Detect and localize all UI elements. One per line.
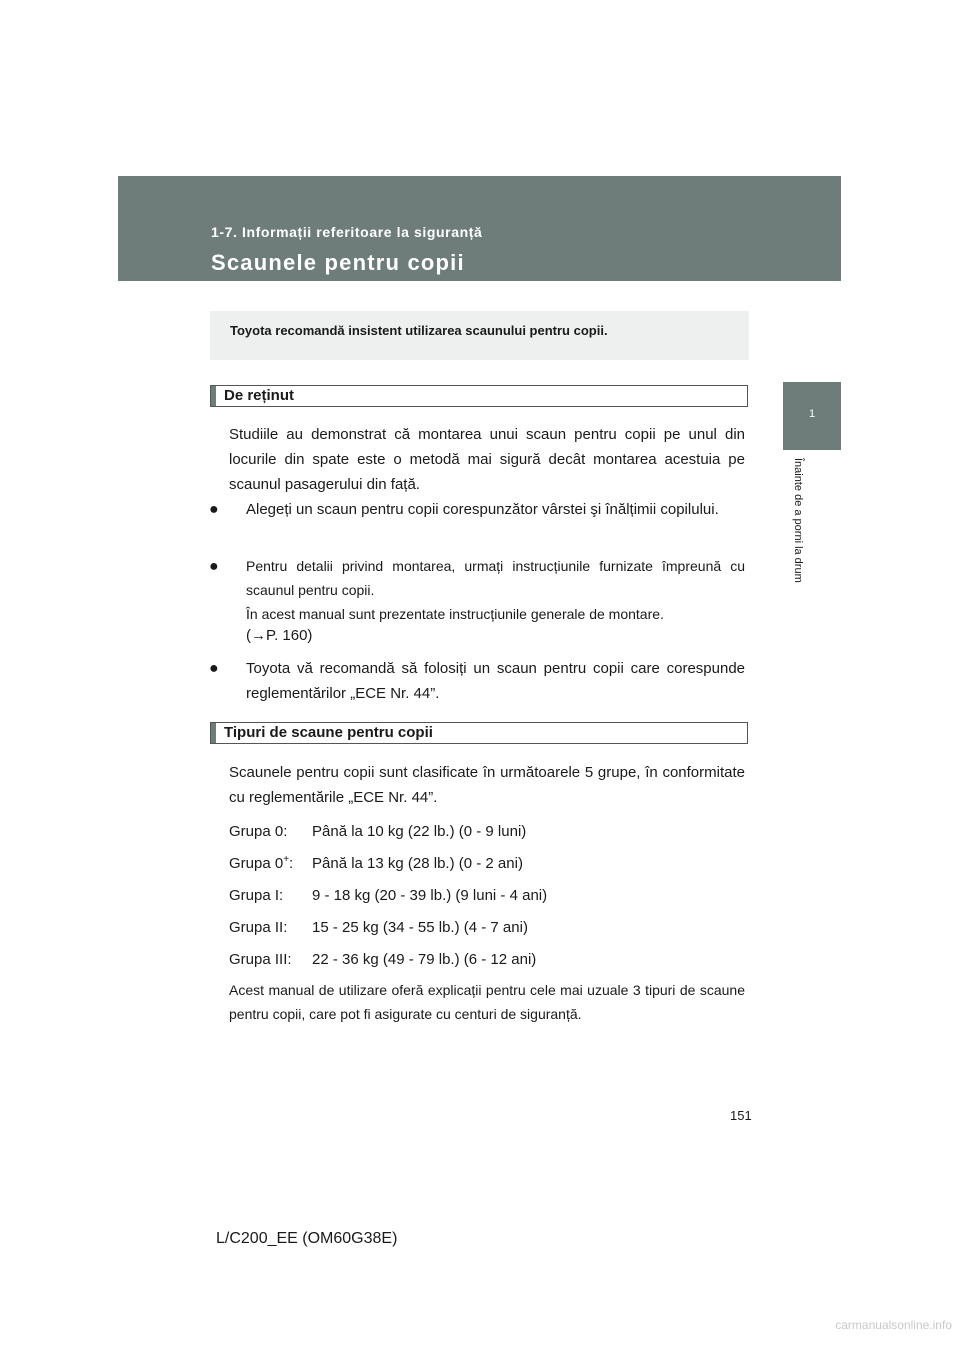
intro-paragraph: Studiile au demonstrat că montarea unui scaun pentru copii pe unul din locurile din spate este o metodă mai sigură decât montarea acestuia pe scaunul pasagerului din față. (229, 426, 745, 493)
document-code: L/C200_EE (OM60G38E) (216, 1230, 398, 1247)
page-title: Scaunele pentru copii (211, 250, 465, 275)
bullet-icon: ● (209, 660, 219, 677)
subheading-text: Tipuri de scaune pentru copii (224, 724, 433, 741)
group-row (229, 850, 523, 874)
group-value: 15 - 25 kg (34 - 55 lb.) (4 - 7 ani) (312, 919, 528, 936)
watermark: carmanualsonline.info (835, 1318, 952, 1332)
group-value: Până la 13 kg (28 lb.) (0 - 2 ani) (312, 855, 523, 872)
group-label: Grupa I: (229, 887, 284, 904)
bullet-item (209, 656, 745, 706)
page-reference-text: (→P. 160) (246, 627, 313, 644)
group-row (229, 914, 528, 938)
note-box (210, 311, 749, 360)
groups-intro-paragraph: Scaunele pentru copii sunt clasificate în următoarele 5 grupe, în conformitate cu reglementările „ECE Nr. 44”. (229, 764, 745, 806)
note-text: Toyota recomandă insistent utilizarea scaunului pentru copii. (230, 323, 608, 338)
footer-paragraph: Acest manual de utilizare oferă explicații pentru cele mai uzuale 3 tipuri de scaune pentru copii, care pot fi asigurate cu centuri de siguranță. (229, 982, 745, 1022)
group-value: 22 - 36 kg (49 - 79 lb.) (6 - 12 ani) (312, 951, 537, 968)
section-label: 1-7. Informații referitoare la siguranță (211, 224, 483, 240)
bullet-text: Alegeți un scaun pentru copii corespunzător vârstei şi înălțimii copilului. (246, 501, 719, 518)
bullet-text: Toyota vă recomandă să folosiți un scaun pentru copii care corespunde reglementărilor „ECE Nr. 44”. (246, 660, 745, 702)
group-value: Până la 10 kg (22 lb.) (0 - 9 luni) (312, 823, 527, 840)
group-row (229, 946, 536, 970)
bullet-text: În acest manual sunt prezentate instrucțiunile generale de montare. (246, 606, 664, 622)
subheading-bar (211, 386, 216, 406)
group-label: Grupa II: (229, 919, 288, 936)
page-number: 151 (730, 1108, 752, 1123)
bullet-text: Pentru detalii privind montarea, urmați instrucțiunile furnizate împreună cu scaunul pentru copii. (246, 558, 745, 598)
group-row (229, 818, 526, 842)
group-label: Grupa 0: (229, 823, 288, 840)
subheading-tipuri (210, 722, 748, 744)
subheading-de-retinut (210, 385, 748, 407)
bullet-icon: ● (209, 501, 219, 518)
header-band (118, 176, 841, 281)
subheading-bar (211, 723, 216, 743)
bullet-icon: ● (209, 558, 219, 575)
bullet-item (209, 497, 745, 522)
group-value: 9 - 18 kg (20 - 39 lb.) (9 luni - 4 ani) (312, 887, 548, 904)
chapter-number: 1 (808, 408, 816, 420)
group-label: Grupa III: (229, 951, 292, 968)
chapter-label: Înainte de a porni la drum (792, 458, 804, 583)
subheading-text: De reținut (224, 387, 295, 404)
group-label: Grupa 0+: (229, 854, 294, 872)
group-row (229, 882, 547, 906)
bullet-item (209, 554, 745, 602)
chapter-tab (783, 382, 841, 450)
page-reference (209, 623, 745, 648)
